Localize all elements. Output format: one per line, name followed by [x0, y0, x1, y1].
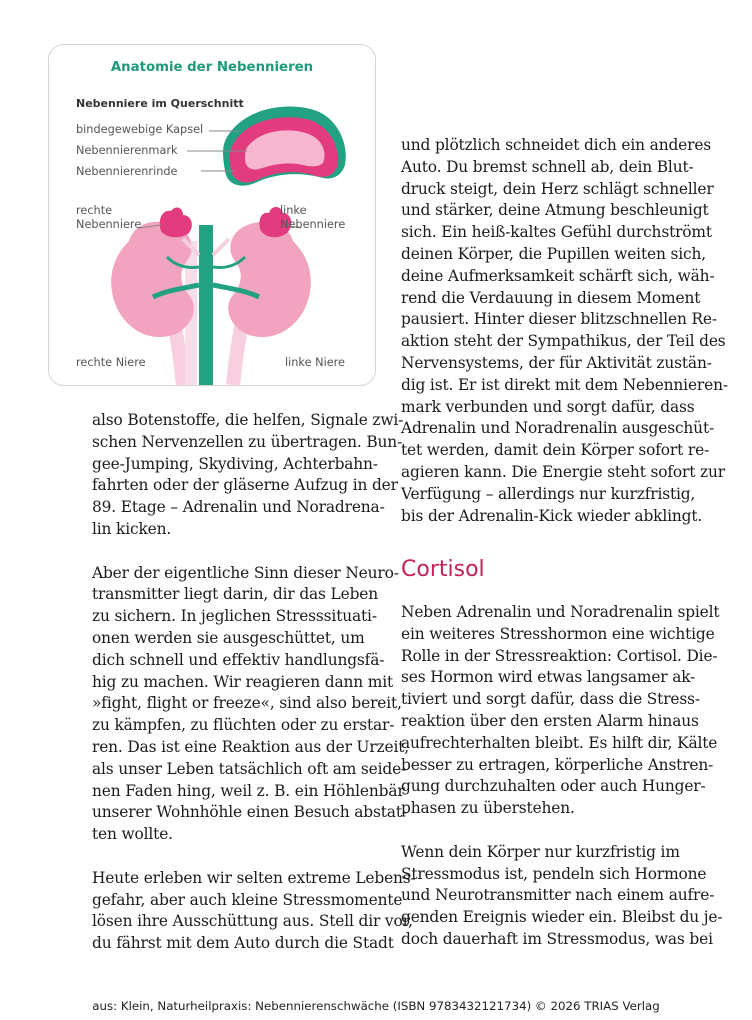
- text-line: »fight, flight or freeze«, sind also bereit,: [92, 694, 402, 713]
- aorta-shape: [199, 225, 213, 385]
- text-line: aufrechterhalten bleibt. Es hilft dir, Kälte: [401, 733, 718, 752]
- text-line: als unser Leben tatsächlich oft am seide-: [92, 759, 407, 778]
- left-text-column: [92, 410, 416, 955]
- text-line: 89. Etage – Adrenalin und Noradrena-: [92, 498, 385, 517]
- text-line: dich schnell und effektiv handlungsfä-: [92, 650, 385, 669]
- text-line: und plötzlich schneidet dich ein anderes: [401, 136, 712, 154]
- text-line: ses Hormon wird etwas langsamer ak-: [401, 668, 696, 687]
- text-line: tiviert und sorgt dafür, dass die Stress-: [401, 690, 700, 709]
- text-line: nen Faden hing, weil z. B. ein Höhlenbär: [92, 781, 405, 800]
- section-heading-cortisol: Cortisol: [401, 557, 485, 582]
- text-line: pausiert. Hinter dieser blitzschnellen Re-: [401, 310, 717, 329]
- left-kidney-shape: [228, 222, 311, 337]
- right-kidney-shape: [111, 222, 194, 337]
- text-line: hig zu machen. Wir reagieren dann mit: [92, 672, 394, 691]
- right-adrenal-shape: [160, 208, 192, 238]
- paragraph-gap: [92, 846, 374, 868]
- label-cortex: Nebennierenrinde: [76, 165, 178, 178]
- text-line: rend die Verdauung in diesem Moment: [401, 288, 701, 307]
- text-line: Verfügung – allerdings nur kurzfristig,: [401, 484, 696, 503]
- label-left-kidney: linke Niere: [285, 356, 346, 369]
- text-line: zu sichern. In jeglichen Stresssituati-: [92, 607, 377, 626]
- text-line: Nervensystems, der für Aktivität zustän-: [401, 353, 712, 372]
- text-line: lösen ihre Ausschüttung aus. Stell dir vor,: [92, 912, 413, 931]
- label-left-adrenal: linke Nebenniere: [280, 204, 346, 231]
- text-line: fahrten oder der gläserne Aufzug in der: [92, 476, 398, 495]
- text-line: gee-Jumping, Skydiving, Achterbahn-: [92, 454, 378, 473]
- text-line: und stärker, deine Atmung beschleunigt: [401, 201, 709, 220]
- text-line: onen werden sie ausgeschüttet, um: [92, 628, 365, 647]
- text-line: deine Aufmerksamkeit schärft sich, wäh-: [401, 266, 715, 285]
- text-line: lin kicken.: [92, 519, 172, 538]
- text-line: Heute erleben wir selten extreme Lebens-: [92, 868, 416, 887]
- right-text-column-bottom: [401, 602, 723, 951]
- text-line: genden Ereignis wieder ein. Bleibst du je-: [401, 908, 723, 927]
- text-line: Auto. Du bremst schnell ab, dein Blut-: [401, 157, 694, 176]
- text-line: Aber der eigentliche Sinn dieser Neuro-: [92, 563, 399, 582]
- text-line: Neben Adrenalin und Noradrenalin spielt: [401, 603, 720, 621]
- right-text-column-top: [401, 135, 728, 527]
- text-line: phasen zu überstehen.: [401, 799, 575, 818]
- text-line: agieren kann. Die Energie steht sofort zur: [401, 462, 725, 481]
- text-line: du fährst mit dem Auto durch die Stadt: [92, 934, 394, 953]
- text-line: Adrenalin und Noradrenalin ausgeschüt-: [401, 419, 715, 438]
- paragraph-gap: [92, 541, 374, 563]
- paragraph-gap: [401, 820, 691, 842]
- text-line: gefahr, aber auch kleine Stressmomente: [92, 890, 403, 909]
- text-line: dig ist. Er ist direkt mit dem Nebennieren-: [401, 375, 728, 394]
- label-right-adrenal: rechte Nebenniere: [76, 204, 142, 231]
- text-line: gung durchzuhalten oder auch Hunger-: [401, 777, 706, 796]
- text-line: ein weiteres Stresshormon eine wichtige: [401, 624, 715, 643]
- label-capsule: bindegewebige Kapsel: [76, 123, 204, 136]
- text-line: druck steigt, dein Herz schlägt schneller: [401, 179, 714, 198]
- figure-title: Anatomie der Nebennieren: [110, 60, 314, 75]
- text-line: und Neurotransmitter nach einem aufre-: [401, 886, 715, 905]
- text-line: bis der Adrenalin-Kick wieder abklingt.: [401, 506, 703, 525]
- text-line: tet werden, damit dein Körper sofort re-: [401, 441, 710, 460]
- text-line: besser zu ertragen, körperliche Anstren-: [401, 755, 714, 774]
- text-line: also Botenstoffe, die helfen, Signale zwi-: [92, 411, 404, 429]
- text-line: unserer Wohnhöhle einen Besuch abstat-: [92, 803, 407, 822]
- text-line: aktion steht der Sympathikus, der Teil des: [401, 332, 726, 351]
- text-line: Rolle in der Stressreaktion: Cortisol. Die-: [401, 646, 718, 665]
- text-line: zu kämpfen, zu flüchten oder zu erstar-: [92, 716, 395, 735]
- label-medulla: Nebennierenmark: [76, 144, 178, 157]
- text-line: deinen Körper, die Pupillen weiten sich,: [401, 244, 706, 263]
- text-line: schen Nervenzellen zu übertragen. Bun-: [92, 432, 403, 451]
- text-line: ten wollte.: [92, 825, 173, 844]
- text-line: doch dauerhaft im Stressmodus, was bei: [401, 929, 713, 948]
- text-line: sich. Ein heiß-kaltes Gefühl durchströmt: [401, 223, 712, 242]
- text-line: transmitter liegt darin, dir das Leben: [92, 585, 379, 604]
- page-footer-citation: aus: Klein, Naturheilpraxis: Nebennierenschwäche (ISBN 9783432121734) © 2026 TRIAS Verlag: [92, 999, 660, 1013]
- figure-subtitle: Nebenniere im Querschnitt: [76, 97, 244, 110]
- text-line: ren. Das ist eine Reaktion aus der Urzeit,: [92, 737, 410, 756]
- text-line: Wenn dein Körper nur kurzfristig im: [401, 842, 680, 861]
- text-line: reaktion über den ersten Alarm hinaus: [401, 711, 699, 730]
- anatomy-figure: [48, 44, 376, 386]
- label-right-kidney: rechte Niere: [76, 356, 146, 369]
- text-line: mark verbunden und sorgt dafür, dass: [401, 397, 695, 416]
- text-line: Stressmodus ist, pendeln sich Hormone: [401, 864, 707, 883]
